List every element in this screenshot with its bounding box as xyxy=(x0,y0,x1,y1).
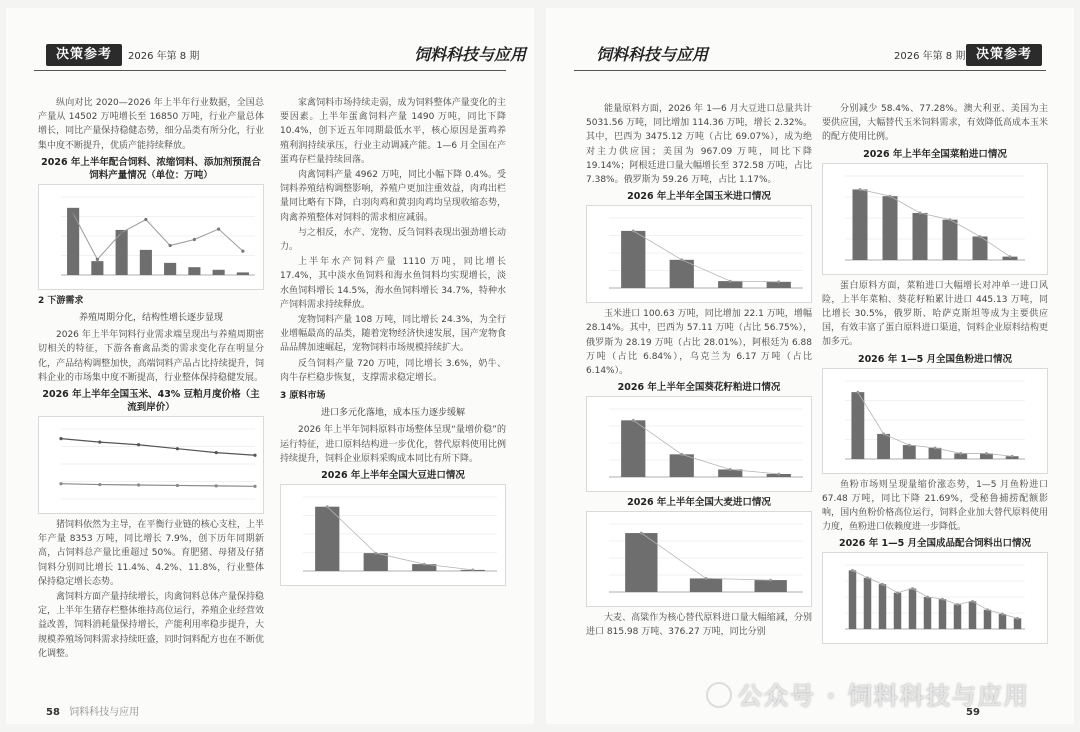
bar xyxy=(999,615,1007,630)
series-point xyxy=(98,441,101,444)
intro-paragraph: 纵向对比 2020—2026 年上半年行业数据，全国总产量从 14502 万吨增长至 16850 万吨，行业产量总体增长，同比产量保持稳健态势，细分品类有所分化，行业集中度不断提升，优质产能持续释放。 xyxy=(38,98,264,151)
header-rule xyxy=(574,70,1046,71)
page-footer xyxy=(46,703,139,718)
left-column-1 xyxy=(38,96,264,662)
section-heading-2: 2 下游需求 xyxy=(38,295,84,306)
paragraph: 2026 年上半年饲料行业需求端呈现出与养殖周期密切相关的特征，下游各畜禽品类的需求变化存在明显分化，产品结构调整加快，高端饲料产品占比持续提升，饲料企业的市场集中度不断提高，行业整体保持稳健发展。 xyxy=(38,330,264,383)
paragraph: 宠物饲料产量 108 万吨，同比增长 24.3%，为全行业增幅最高的品类，随着宠物经济快速发展，国产宠物食品品牌加速崛起，宠物饲料市场规模持续扩大。 xyxy=(280,315,506,354)
right-column-2 xyxy=(822,102,1048,648)
series-point xyxy=(59,437,62,440)
series-point xyxy=(253,454,256,457)
trend-line xyxy=(327,507,473,570)
chart-fishmeal-imports xyxy=(822,368,1048,474)
bar xyxy=(913,213,928,260)
subheading-3: 进口多元化落地，成本压力逐步缓解 xyxy=(320,408,465,419)
bar xyxy=(670,260,694,288)
bar xyxy=(903,445,916,459)
chart-caption-corn-soymeal: 2026 年上半年全国玉米、43% 豆粕月度价格（主流到岸价） xyxy=(42,389,260,414)
right-page-header xyxy=(546,44,1074,74)
chart-caption-fishmeal: 2026 年 1—5 月全国鱼粉进口情况 xyxy=(857,353,1013,365)
trend-point xyxy=(949,218,952,221)
trend-point xyxy=(729,468,732,471)
bar xyxy=(213,270,225,275)
paragraph: 鱼粉市场则呈现量缩价涨态势，1—5 月鱼粉进口 67.48 万吨，同比下降 21.69%，受秘鲁捕捞配额影响，国内鱼粉价格高位运行，饲料企业加大替代原料使用力度，鱼粉进口依赖度进一步降低。 xyxy=(822,479,1048,533)
series-point xyxy=(215,451,218,454)
series-point xyxy=(176,447,179,450)
trend-line xyxy=(633,231,779,282)
chart-rapeseed-meal-imports xyxy=(822,163,1048,275)
chart-caption-feed-exports: 2026 年 1—5 月全国成品配合饲料出口情况 xyxy=(838,538,1032,550)
trend-point xyxy=(96,258,99,261)
series-point xyxy=(98,483,101,486)
paragraph: 蛋白原料方面，菜粕进口大幅增长对冲单一进口风险，上半年菜粕、葵花籽粕累计进口 445.13 万吨，同比增长 30.5%，俄罗斯、哈萨克斯坦等成为主要供应国，有效丰富了蛋白原料进口渠道，饲料企业原料结构更加多元。 xyxy=(822,280,1048,348)
watermark xyxy=(706,676,1030,711)
section-badge: 决策参考 xyxy=(46,44,122,66)
issue-label: 2026 年第 8 期 xyxy=(894,51,966,62)
trend-point xyxy=(777,473,780,476)
footer-label: 饲料科技与应用 xyxy=(69,707,140,718)
trend-point xyxy=(1009,255,1012,258)
paragraph: 肉禽饲料产量 4962 万吨，同比小幅下降 0.4%。受饲料养殖结构调整影响，养殖户更加注重效益，肉鸡出栏量同比略有下降，白羽肉鸡和黄羽肉鸡均呈现收缩态势，肉禽养殖整体对饲料的需求相应减弱。 xyxy=(280,170,506,223)
trend-point xyxy=(680,259,683,262)
bar xyxy=(140,250,152,275)
wechat-icon xyxy=(706,682,732,708)
trend-point xyxy=(193,238,196,241)
bar xyxy=(954,605,962,630)
bar xyxy=(625,533,657,592)
chart-sunflower-meal-imports xyxy=(586,396,812,492)
bar xyxy=(939,600,947,630)
trend-point xyxy=(777,281,780,284)
trend-point xyxy=(423,563,426,566)
paragraph: 禽饲料方面产量持续增长，肉禽饲料总体产量保持稳定，上半年生猪存栏整体维持高位运行，养殖企业经营效益改善，饲料消耗量保持增长，产能利用率稳步提升，大规模养殖场饲料需求持续旺盛，同时饲料配方也在不断优化调整。 xyxy=(38,592,264,659)
series-point xyxy=(176,484,179,487)
trend-point xyxy=(705,577,708,580)
bar xyxy=(883,196,898,260)
trend-line xyxy=(633,421,779,475)
paragraph: 分别减少 58.4%、77.28%。澳大利亚、美国为主要供应国，大幅替代玉米饲料需求，有效降低高成本玉米的配方使用比例。 xyxy=(822,104,1048,143)
trend-point xyxy=(934,446,937,449)
trend-point xyxy=(926,596,929,599)
page-number: 59 xyxy=(966,707,980,718)
bar xyxy=(853,189,868,260)
bar xyxy=(315,507,339,571)
left-column-2 xyxy=(280,96,506,590)
trend-point xyxy=(326,505,329,508)
chart-barley-imports xyxy=(586,511,812,607)
chart-feed-production xyxy=(38,184,264,290)
bar xyxy=(67,208,79,275)
subheading-2: 养殖周期分化，结构性增长逐步显现 xyxy=(78,313,223,324)
trend-point xyxy=(911,588,914,591)
trend-point xyxy=(1016,617,1019,620)
trend-point xyxy=(144,218,147,221)
bar xyxy=(188,267,200,275)
bar xyxy=(894,593,902,629)
trend-point xyxy=(866,577,869,580)
header-rule xyxy=(34,70,506,71)
paragraph: 家禽饲料市场持续走弱，成为饲料整体产量变化的主要因素。上半年蛋禽饲料产量 1490 万吨，同比下降 10.4%，创下近五年同期最低水平，核心原因是蛋鸡养殖利润持续承压，行业主动调减产能。1—6 月全国在产蛋鸡存栏量持续回落。 xyxy=(280,98,506,165)
bar xyxy=(943,219,958,259)
bar xyxy=(864,578,872,629)
trend-line xyxy=(73,213,243,259)
paragraph: 反刍饲料产量 720 万吨，同比增长 3.6%，奶牛、肉牛存栏稳步恢复，支撑需求稳定增长。 xyxy=(280,358,506,383)
chart-corn-soymeal-price xyxy=(38,416,264,514)
trend-point xyxy=(908,443,911,446)
paragraph: 大麦、高粱作为核心替代原料进口量大幅缩减，分别进口 815.98 万吨、376.27 万吨，同比分别 xyxy=(586,613,812,638)
trend-point xyxy=(941,598,944,601)
trend-point xyxy=(889,194,892,197)
trend-point xyxy=(956,604,959,607)
series-point xyxy=(59,482,62,485)
trend-line xyxy=(853,571,1018,619)
section-heading-3: 3 原料市场 xyxy=(280,391,326,402)
trend-point xyxy=(680,453,683,456)
issue-label: 2026 年第 8 期 xyxy=(128,51,200,62)
trend-point xyxy=(1011,454,1014,457)
trend-point xyxy=(632,230,635,233)
bar xyxy=(909,589,917,630)
trend-point xyxy=(769,579,772,582)
trend-point xyxy=(217,227,220,230)
left-page-header xyxy=(6,44,534,74)
bar xyxy=(755,580,787,592)
trend-point xyxy=(729,280,732,283)
bar xyxy=(364,553,388,571)
chart-caption-feed-production: 2026 年上半年配合饲料、浓缩饲料、添加剂预混合饲料产量情况（单位：万吨） xyxy=(41,156,261,181)
magazine-title: 饲料科技与应用 xyxy=(596,45,709,64)
paragraph: 能量原料方面，2026 年 1—6 月大豆进口总量共计 5031.56 万吨，同比增加 114.36 万吨，增长 2.32%。其中，巴西为 3475.12 万吨（占比 69.07%），成为绝对主力供应国；美国为 967.09 万吨，同比下降 19.14%；阿根廷进口量大幅增长至 372.58 万吨，占比 7.38%。俄罗斯为 59.26 万吨，占比 1.17%。 xyxy=(586,104,812,186)
trend-line xyxy=(641,533,770,580)
trend-point xyxy=(1001,613,1004,616)
paragraph: 2026 年上半年饲料原料市场整体呈现“量增价稳”的运行特征，进口原料结构进一步优化，替代原料使用比例持续提升，饲料企业原料采购成本同比有所下降。 xyxy=(280,425,506,464)
bar xyxy=(924,597,932,629)
series-line xyxy=(61,484,255,487)
watermark-text: 公众号 · 饲料科技与应用 xyxy=(738,682,1030,710)
trend-point xyxy=(120,231,123,234)
bar xyxy=(237,272,249,275)
trend-point xyxy=(881,583,884,586)
trend-point xyxy=(859,188,862,191)
series-point xyxy=(137,443,140,446)
trend-point xyxy=(241,249,244,252)
trend-point xyxy=(919,211,922,214)
trend-point xyxy=(169,244,172,247)
series-point xyxy=(253,485,256,488)
left-page xyxy=(6,8,534,724)
trend-point xyxy=(986,609,989,612)
series-point xyxy=(215,484,218,487)
bar xyxy=(670,455,694,478)
series-line xyxy=(61,439,255,456)
trend-point xyxy=(979,235,982,238)
chart-compound-feed-exports xyxy=(822,552,1048,644)
trend-point xyxy=(851,569,854,572)
bar xyxy=(690,579,722,593)
trend-point xyxy=(882,432,885,435)
right-page xyxy=(546,8,1074,724)
bar xyxy=(877,434,890,459)
series-point xyxy=(137,483,140,486)
section-badge: 决策参考 xyxy=(966,44,1042,66)
chart-soybean-imports xyxy=(280,484,506,586)
paragraph: 玉米进口 100.63 万吨，同比增加 22.1 万吨，增幅 28.14%。其中，巴西为 57.11 万吨（占比 56.75%），俄罗斯为 28.19 万吨（占比 28.01%），阿根廷为 6.88 万吨（占比 6.84%），乌克兰为 6.17 万吨（占比 6.14%）。 xyxy=(586,309,812,377)
trend-point xyxy=(856,390,859,393)
chart-corn-imports xyxy=(586,205,812,303)
bar xyxy=(91,261,103,275)
page-number: 58 xyxy=(46,707,60,718)
bar xyxy=(621,421,645,478)
magazine-title: 饲料科技与应用 xyxy=(414,45,527,64)
bar xyxy=(164,263,176,275)
paragraph: 与之相反，水产、宠物、反刍饲料表现出强劲增长动力。 xyxy=(280,227,506,253)
right-column-1 xyxy=(586,102,812,641)
bar xyxy=(929,447,942,458)
trend-point xyxy=(971,600,974,603)
trend-point xyxy=(959,452,962,455)
bar xyxy=(849,571,857,630)
trend-point xyxy=(374,552,377,555)
chart-caption-barley: 2026 年上半年全国大麦进口情况 xyxy=(627,497,771,509)
chart-caption-sunflower: 2026 年上半年全国葵花籽粕进口情况 xyxy=(617,382,781,394)
trend-point xyxy=(896,592,899,595)
trend-point xyxy=(632,419,635,422)
bar xyxy=(969,602,977,630)
chart-caption-rapeseed: 2026 年上半年全国菜粕进口情况 xyxy=(863,148,1007,160)
trend-point xyxy=(985,452,988,455)
trend-point xyxy=(640,532,643,535)
paragraph: 上半年水产饲料产量 1110 万吨，同比增长 17.4%，其中淡水鱼饲料和海水鱼饲料均实现增长，淡水鱼饲料增长 14.5%，海水鱼饲料增长 34.7%，特种水产饲料需求持续释放。 xyxy=(280,257,506,310)
chart-caption-soybean: 2026 年上半年全国大豆进口情况 xyxy=(321,470,465,482)
bar xyxy=(621,231,645,288)
trend-point xyxy=(471,569,474,572)
bar xyxy=(984,610,992,629)
paragraph: 猪饲料依然为主导，在平衡行业链的核心支柱，上半年产量 8353 万吨，同比增长 7.9%，创下历年同期新高，占饲料总产量比重超过 50%。育肥猪、母猪及仔猪饲料分别同比增长 11.4%、4.2%、11.8%，行业整体保持稳定增长态势。 xyxy=(38,520,264,587)
trend-point xyxy=(72,212,75,215)
bar xyxy=(879,585,887,630)
bar xyxy=(1014,619,1022,630)
chart-caption-corn-imports: 2026 年上半年全国玉米进口情况 xyxy=(627,191,771,203)
bar xyxy=(851,392,864,459)
